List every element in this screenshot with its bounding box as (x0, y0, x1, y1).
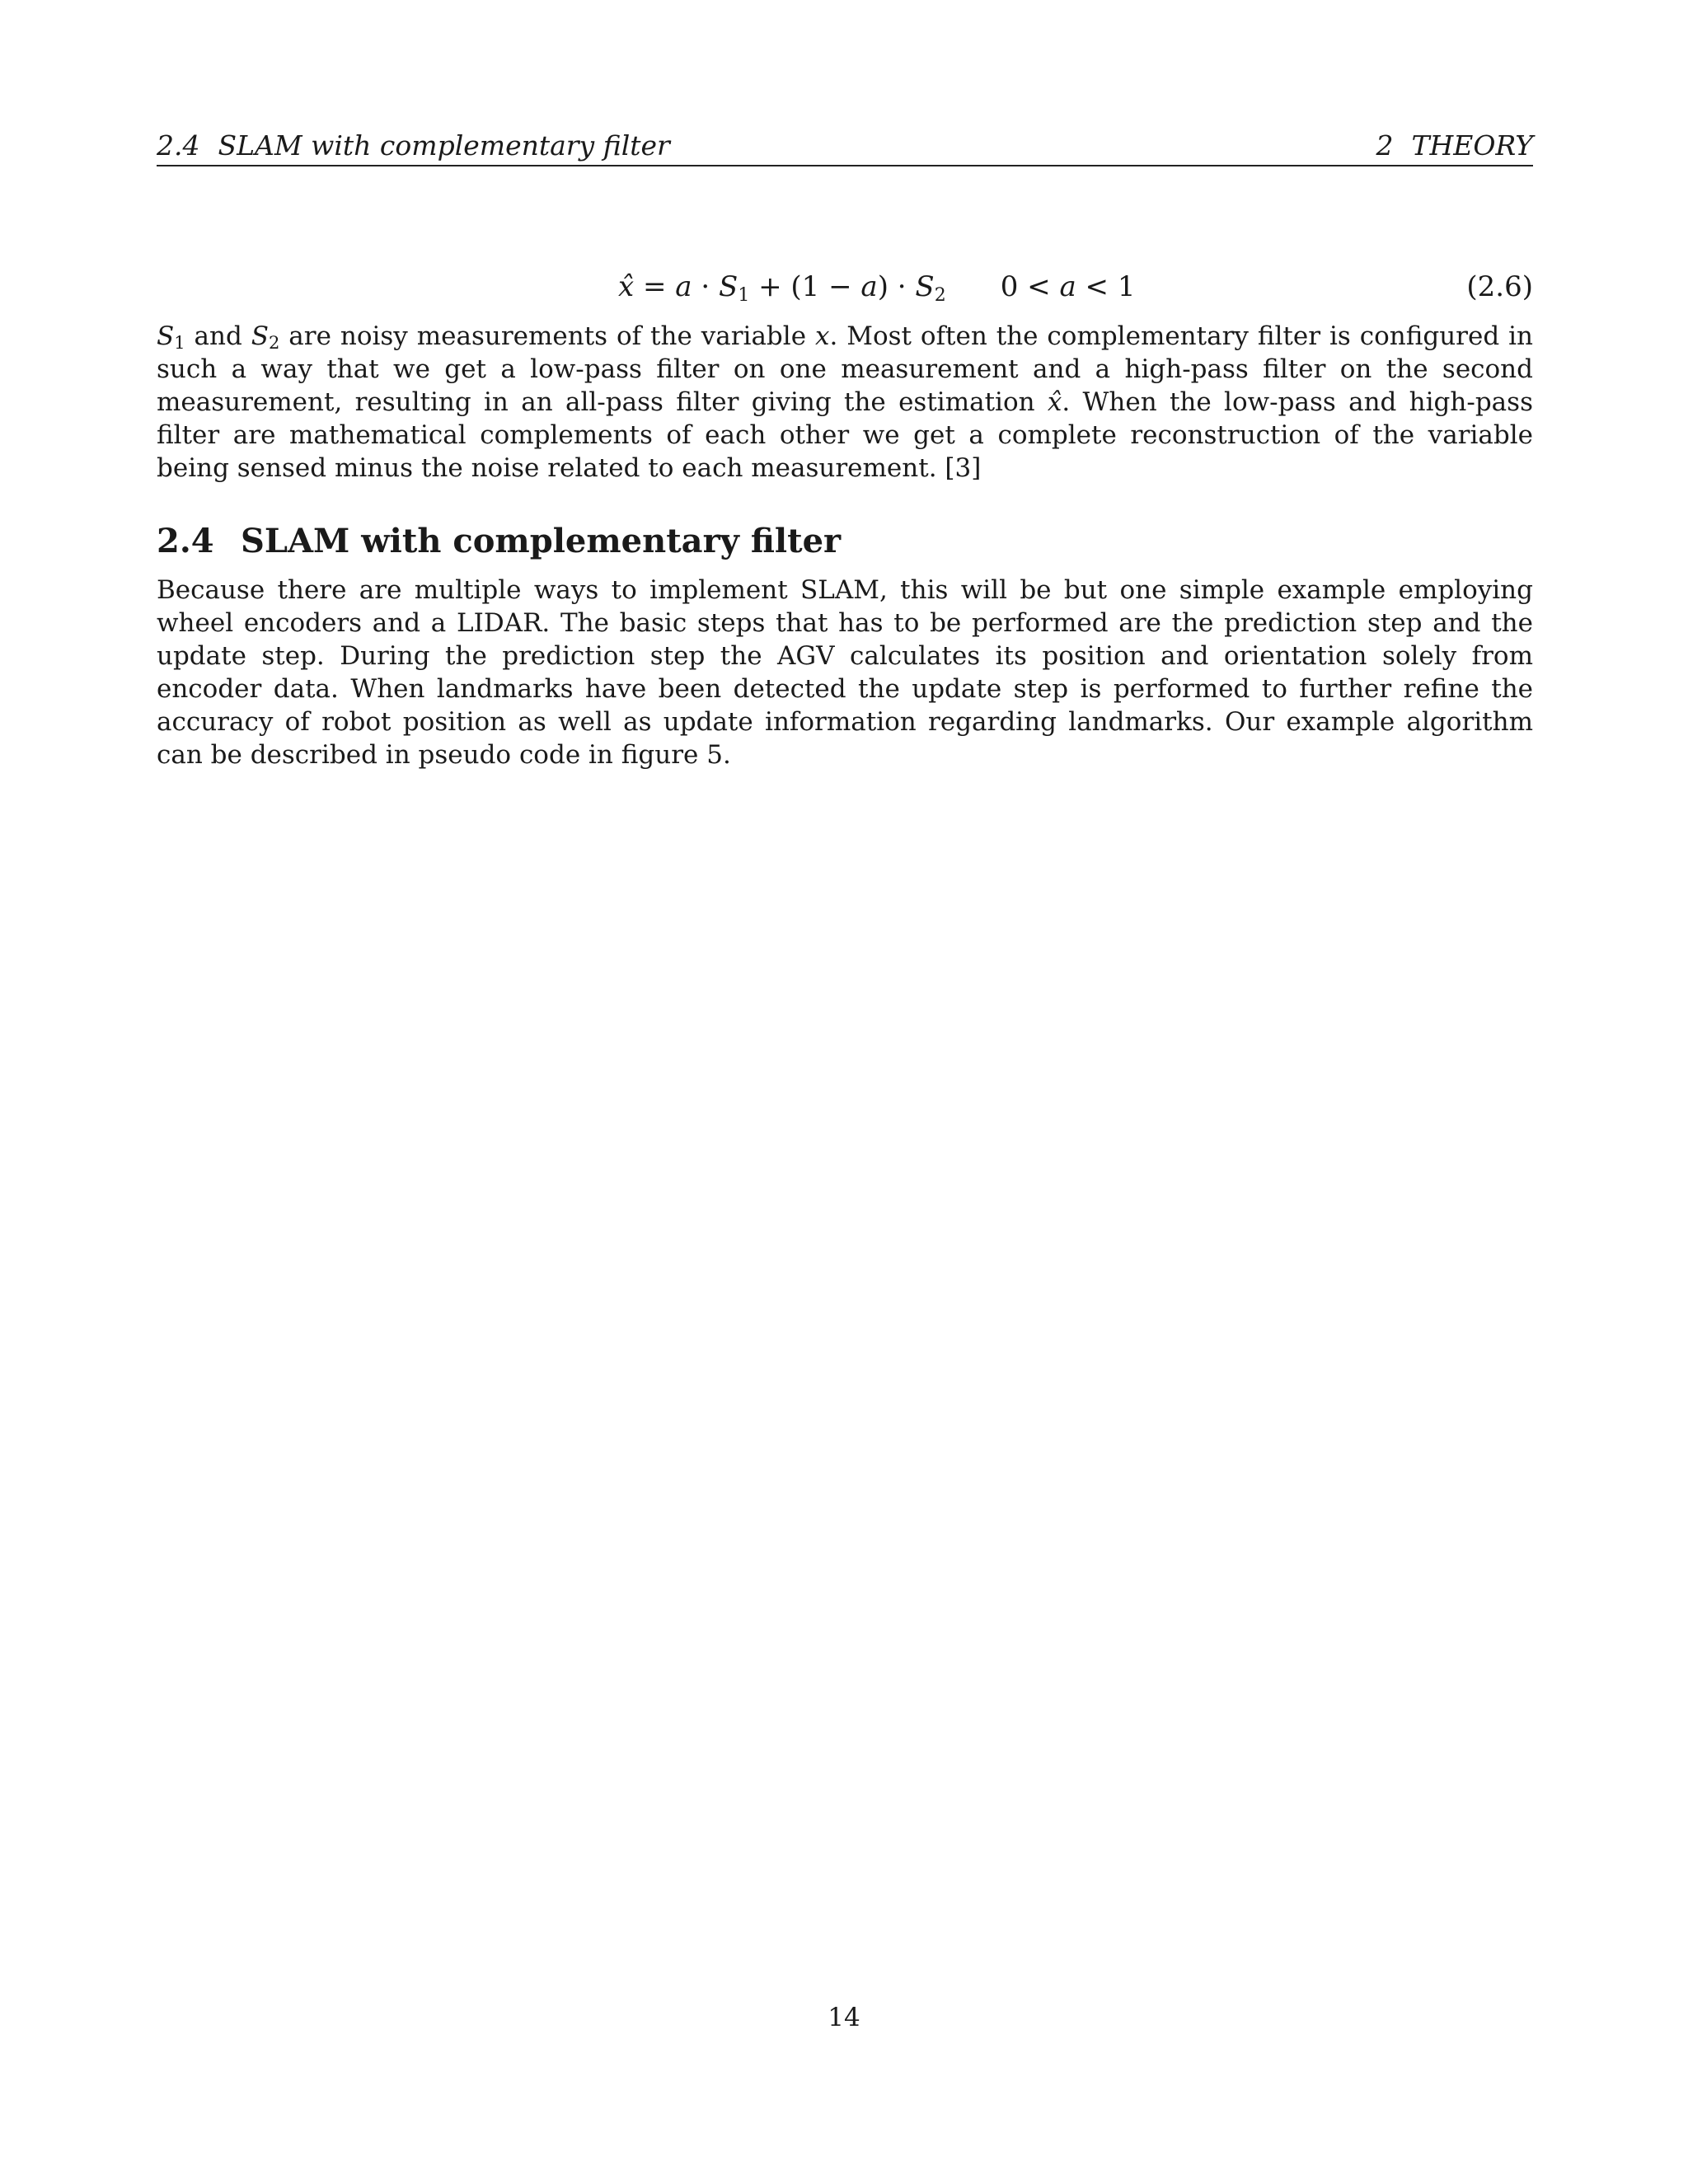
paragraph-complementary-filter (157, 320, 1533, 485)
p1-xhat: x̂ (1047, 387, 1062, 417)
header-section (157, 125, 670, 166)
equation-body (618, 266, 1135, 307)
eq-s1-sub: 1 (738, 285, 750, 306)
eq-equals: = (634, 270, 676, 303)
header-section-title: SLAM with complementary filter (218, 129, 670, 162)
p1-s2-sub: 2 (269, 333, 280, 353)
eq-xhat: x̂ (618, 270, 635, 303)
eq-s2-sub: 2 (934, 285, 946, 306)
page-number: 14 (828, 2003, 860, 2032)
section-title: SLAM with complementary filter (241, 522, 842, 560)
eq-close: ) · (877, 270, 916, 303)
p1-s2: S (251, 321, 269, 351)
section-number: 2.4 (157, 522, 214, 560)
eq-plus: + (1 − (749, 270, 861, 303)
p1-text-a: are noisy measurements of the variable (279, 321, 815, 351)
p1-text-c: . When the low-pass and high-pass filter are mathematical complements of each other we get a complete reconstruction of the variable being sensed minus the noise related to each measurement. [3] (157, 387, 1533, 483)
p1-s1: S (157, 321, 175, 351)
header-chapter-title: THEORY (1411, 129, 1533, 162)
section-heading (157, 521, 1533, 562)
eq-dot: · (692, 270, 720, 303)
running-header (157, 125, 1533, 166)
p1-and: and (185, 321, 251, 351)
eq-a2: a (860, 270, 878, 303)
eq-s2: S (915, 270, 935, 303)
paragraph-slam: Because there are multiple ways to implement SLAM, this will be but one simple example employing wheel encoders and a LIDAR. The basic steps that has to be performed are the prediction step and the update step. During the prediction step the AGV calculates its position and orientation solely from encoder data. When landmarks have been detected the update step is performed to further refine the accuracy of robot position as well as update information regarding landmarks. Our example algorithm can be described in pseudo code in figure 5. (157, 575, 1533, 770)
p1-s1-sub: 1 (174, 333, 185, 353)
eq-a3: a (1059, 270, 1076, 303)
eq-constraint-pre: 0 < (1000, 270, 1060, 303)
equation-2-6 (157, 266, 1533, 307)
header-chapter-number: 2 (1376, 129, 1394, 162)
eq-constraint-post: < 1 (1076, 270, 1136, 303)
header-section-number: 2.4 (157, 129, 200, 162)
equation-number: (2.6) (1466, 270, 1533, 303)
header-chapter (1376, 125, 1533, 166)
eq-a: a (675, 270, 692, 303)
p1-text-b: . Most often the complementary filter is configured in such a way that we get a low-pass filter on one measurement and a high-pass filter on the second measurement, resulting in an all-pass filter giving the estimation (157, 321, 1533, 417)
eq-s1: S (719, 270, 738, 303)
p1-x: x (814, 321, 830, 351)
